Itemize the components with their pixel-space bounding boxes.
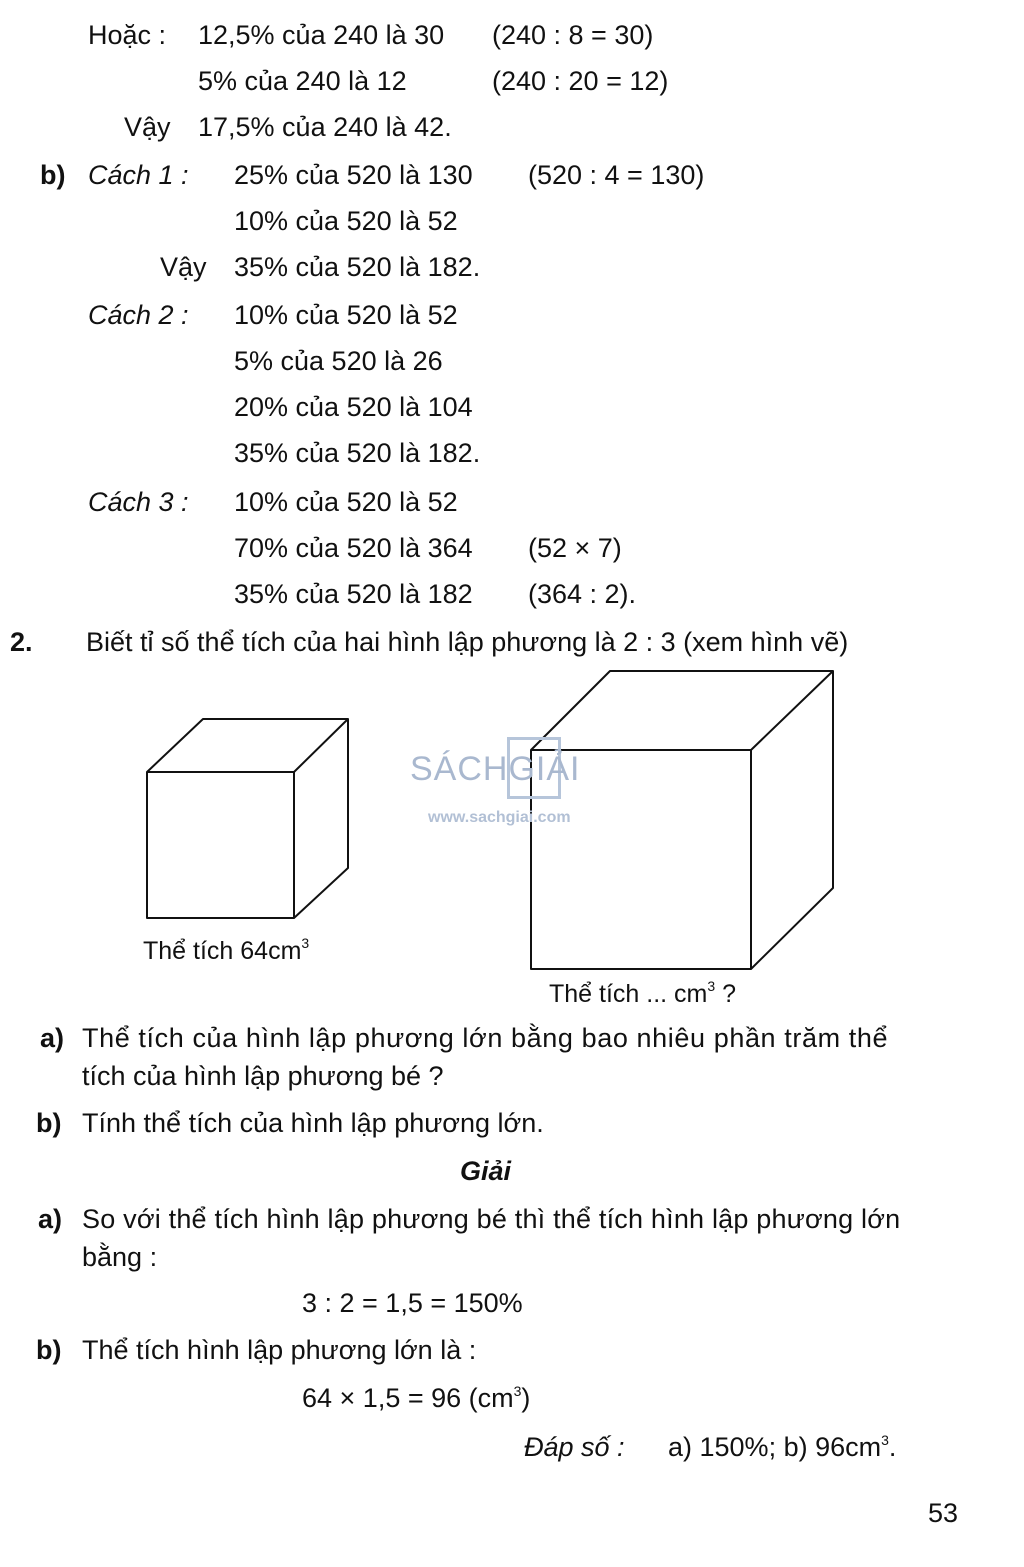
hoac-note-1: (240 : 8 = 30) [492,20,654,50]
watermark-url: www.sachgiai.com [428,809,571,826]
cach1-label: Cách 1 : [88,160,189,190]
cach3-note-3: (364 : 2). [528,579,637,609]
hoac-line-1: 12,5% của 240 là 30 [198,20,445,50]
cach1-line-2: 10% của 520 là 52 [234,206,458,236]
answer-text: a) 150%; b) $96cm^3$. [668,1432,897,1462]
hoac-note-2: (240 : 20 = 12) [492,66,669,96]
cach1-line-1: 25% của 520 là 130 [234,160,473,190]
problem-statement: Biết tỉ số thể tích của hai hình lập phương là 2 : 3 (xem hình vẽ) [86,627,849,657]
hoac-label: Hoặc : [88,20,167,50]
problem-number: 2. [10,627,33,657]
cach2-line-4: 35% của 520 là 182. [234,438,481,468]
solution-heading: Giải [460,1156,512,1186]
cach3-note-2: (52 × 7) [528,533,622,563]
solution-a-calc: 3 : 2 = 1,5 = 150% [302,1288,523,1318]
small-cube-caption: Thể tích $64cm^3$ [143,935,310,965]
cach3-line-2: 70% của 520 là 364 [234,533,473,563]
answer-label: Đáp số : [524,1432,625,1462]
question-a-label: a) [40,1023,65,1053]
question-b-label: b) [36,1108,62,1138]
part-b-label: b) [40,160,66,190]
small-cube [147,719,348,918]
cach1-note-1: (520 : 4 = 130) [528,160,705,190]
solution-b-line: Thể tích hình lập phương lớn là : [82,1335,477,1365]
cach3-line-3: 35% của 520 là 182 [234,579,473,609]
cach2-line-1: 10% của 520 là 52 [234,300,458,330]
cach2-line-2: 5% của 520 là 26 [234,346,443,376]
cach3-label: Cách 3 : [88,487,189,517]
solution-a-line-2: bằng : [82,1242,158,1272]
vay-label: Vậy [124,112,171,142]
hoac-line-2: 5% của 240 là 12 [198,66,407,96]
cach2-line-3: 20% của 520 là 104 [234,392,473,422]
question-a-line-2: tích của hình lập phương bé ? [82,1061,444,1091]
cach1-line-3: 35% của 520 là 182. [234,252,481,282]
solution-b-label: b) [36,1335,62,1365]
vay-line: 17,5% của 240 là 42. [198,112,452,142]
solution-b-calc: 64 × 1,5 = 96 $(cm^3)$ [302,1383,531,1413]
large-cube [531,671,833,969]
page-number: 53 [928,1498,959,1528]
solution-a-line-1: So với thể tích hình lập phương bé thì thể tích hình lập phương lớn [82,1204,901,1234]
large-cube-caption: Thể tích ... $cm^3$ ? [549,978,737,1008]
cach1-vay-label: Vậy [160,252,207,282]
watermark-title: SÁCHGIẢI [410,750,581,788]
question-a-line-1: Thể tích của hình lập phương lớn bằng bao nhiêu phần trăm thể [82,1023,889,1053]
cach3-line-1: 10% của 520 là 52 [234,487,458,517]
question-b-line: Tính thể tích của hình lập phương lớn. [82,1108,544,1138]
cach2-label: Cách 2 : [88,300,189,330]
solution-a-label: a) [38,1204,63,1234]
